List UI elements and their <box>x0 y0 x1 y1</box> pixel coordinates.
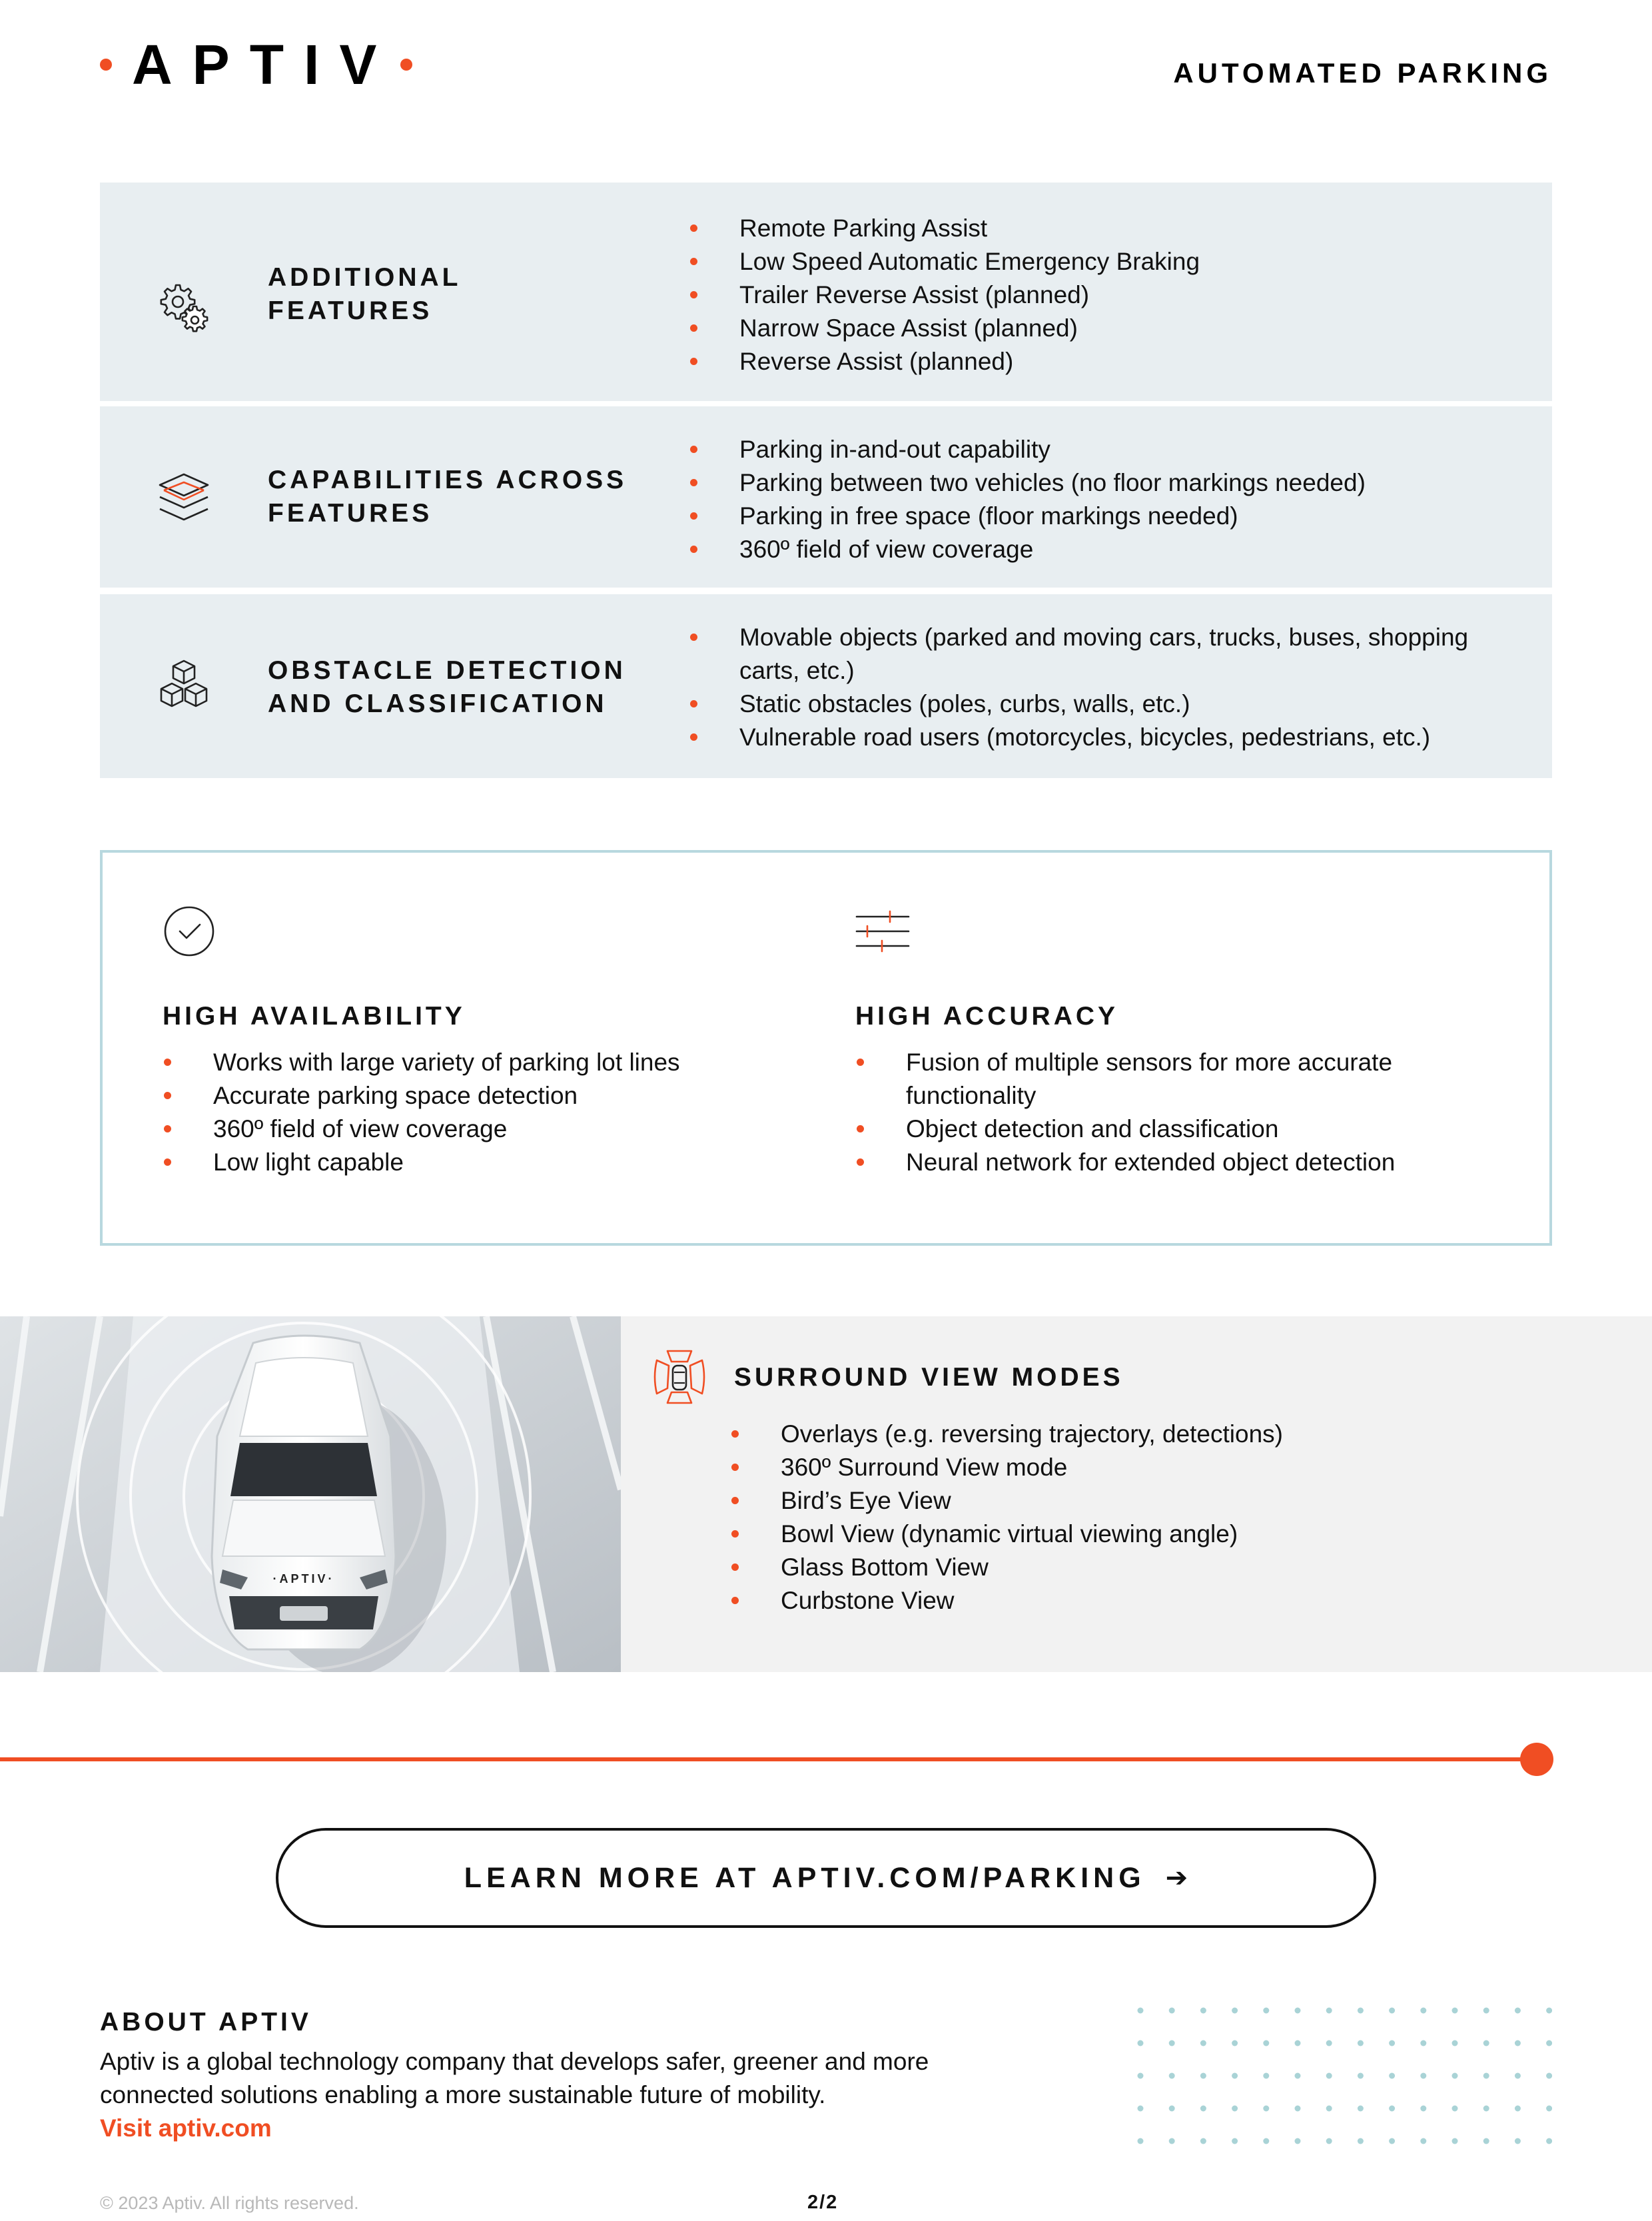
list-item: 360º field of view coverage <box>163 1112 815 1146</box>
grid-dot <box>1169 2040 1175 2046</box>
list-item: Bird’s Eye View <box>730 1484 1596 1518</box>
list-item: Accurate parking space detection <box>163 1079 815 1112</box>
grid-dot <box>1389 2073 1395 2079</box>
grid-dot <box>1232 2106 1238 2112</box>
grid-dot <box>1546 2073 1552 2079</box>
grid-dot <box>1546 2040 1552 2046</box>
list-item: Parking between two vehicles (no floor markings needed) <box>689 466 1512 500</box>
label-line-1: CAPABILITIES ACROSS <box>268 466 627 494</box>
bullet-list <box>689 621 1512 754</box>
grid-dot <box>1263 2073 1269 2079</box>
grid-dot <box>1483 2138 1489 2144</box>
grid-dot <box>1263 2040 1269 2046</box>
grid-dot <box>1295 2008 1301 2014</box>
grid-dot <box>1389 2138 1395 2144</box>
feature-row-additional <box>100 183 1552 401</box>
list-item: Parking in free space (floor markings needed) <box>689 500 1512 533</box>
grid-dot <box>1358 2106 1364 2112</box>
grid-dot <box>1200 2106 1206 2112</box>
grid-dot <box>1138 2073 1144 2079</box>
grid-dot <box>1138 2106 1144 2112</box>
grid-dot <box>1169 2138 1175 2144</box>
car-sensor-icon <box>653 1347 706 1407</box>
grid-dot <box>1452 2106 1458 2112</box>
about-text: Aptiv is a global technology company that develops safer, greener and more connected solutions enabling a more sustainable future of mobility. <box>100 2048 929 2108</box>
grid-dot <box>1295 2138 1301 2144</box>
grid-dot <box>1515 2008 1521 2014</box>
feature-row-capabilities <box>100 406 1552 588</box>
list-item: Static obstacles (poles, curbs, walls, etc.) <box>689 687 1512 721</box>
sliders-icon <box>855 903 911 959</box>
cubes-icon <box>156 658 212 714</box>
grid-dot <box>1420 2138 1426 2144</box>
grid-dot <box>1420 2008 1426 2014</box>
grid-dot <box>1515 2040 1521 2046</box>
car-parking-photo <box>0 1316 621 1672</box>
list-item: Low light capable <box>163 1146 815 1179</box>
list-item: Movable objects (parked and moving cars, trucks, buses, shopping carts, etc.) <box>689 621 1512 687</box>
grid-dot <box>1420 2040 1426 2046</box>
grid-dot <box>1200 2073 1206 2079</box>
grid-dot <box>1389 2106 1395 2112</box>
list-item: Vulnerable road users (motorcycles, bicycles, pedestrians, etc.) <box>689 721 1512 754</box>
grid-dot <box>1138 2138 1144 2144</box>
grid-dot <box>1546 2008 1552 2014</box>
list-item: Reverse Assist (planned) <box>689 345 1512 378</box>
grid-dot <box>1546 2106 1552 2112</box>
logo-dot-right <box>400 59 412 71</box>
list-item: Narrow Space Assist (planned) <box>689 312 1512 345</box>
label-line-1: ADDITIONAL <box>268 263 462 292</box>
grid-dot <box>1420 2073 1426 2079</box>
grid-dot <box>1326 2040 1332 2046</box>
surround-view-panel <box>621 1316 1652 1672</box>
decorative-dot-grid <box>1136 2006 1552 2145</box>
list-item: Overlays (e.g. reversing trajectory, detections) <box>730 1418 1596 1451</box>
section-title: HIGH AVAILABILITY <box>163 1002 466 1031</box>
grid-dot <box>1420 2106 1426 2112</box>
grid-dot <box>1263 2138 1269 2144</box>
grid-dot <box>1483 2073 1489 2079</box>
list-item: Object detection and classification <box>855 1112 1508 1146</box>
list-item: Fusion of multiple sensors for more accurate functionality <box>855 1046 1508 1112</box>
grid-dot <box>1200 2008 1206 2014</box>
feature-row-label <box>268 654 694 721</box>
grid-dot <box>1169 2008 1175 2014</box>
grid-dot <box>1483 2008 1489 2014</box>
grid-dot <box>1515 2106 1521 2112</box>
feature-row-label <box>268 261 694 328</box>
grid-dot <box>1263 2106 1269 2112</box>
grid-dot <box>1326 2008 1332 2014</box>
grid-dot <box>1326 2106 1332 2112</box>
bullet-list <box>730 1418 1596 1617</box>
car-hood-logo: ·APTIV· <box>272 1572 335 1585</box>
arrow-right-icon: ➔ <box>1165 1863 1188 1893</box>
section-title: HIGH ACCURACY <box>855 1002 1119 1031</box>
page-number: 2/2 <box>807 2192 839 2213</box>
bullet-list <box>689 433 1512 566</box>
grid-dot <box>1483 2106 1489 2112</box>
grid-dot <box>1232 2040 1238 2046</box>
list-item: Parking in-and-out capability <box>689 433 1512 466</box>
list-item: Low Speed Automatic Emergency Braking <box>689 245 1512 278</box>
list-item: Neural network for extended object detection <box>855 1146 1508 1179</box>
grid-dot <box>1200 2138 1206 2144</box>
grid-dot <box>1546 2138 1552 2144</box>
logo-wordmark: APTIV <box>132 33 397 96</box>
grid-dot <box>1452 2040 1458 2046</box>
grid-dot <box>1389 2040 1395 2046</box>
learn-more-button[interactable] <box>276 1828 1376 1928</box>
gears-icon <box>156 280 212 336</box>
grid-dot <box>1358 2008 1364 2014</box>
grid-dot <box>1295 2073 1301 2079</box>
about-title: ABOUT APTIV <box>100 2008 312 2036</box>
layers-icon <box>156 469 212 525</box>
list-item: 360º Surround View mode <box>730 1451 1596 1484</box>
grid-dot <box>1232 2138 1238 2144</box>
copyright-text: © 2023 Aptiv. All rights reserved. <box>100 2193 359 2213</box>
document-title: AUTOMATED PARKING <box>1173 57 1552 89</box>
visit-aptiv-link[interactable]: Visit aptiv.com <box>100 2114 272 2142</box>
grid-dot <box>1515 2138 1521 2144</box>
grid-dot <box>1515 2073 1521 2079</box>
accent-divider <box>0 1757 1536 1761</box>
grid-dot <box>1326 2138 1332 2144</box>
list-item: Bowl View (dynamic virtual viewing angle) <box>730 1518 1596 1551</box>
grid-dot <box>1200 2040 1206 2046</box>
bullet-list <box>689 212 1512 378</box>
grid-dot <box>1389 2008 1395 2014</box>
grid-dot <box>1232 2008 1238 2014</box>
aptiv-logo <box>100 35 412 95</box>
grid-dot <box>1358 2040 1364 2046</box>
grid-dot <box>1452 2138 1458 2144</box>
grid-dot <box>1232 2073 1238 2079</box>
grid-dot <box>1295 2040 1301 2046</box>
label-line-2: AND CLASSIFICATION <box>268 689 608 718</box>
list-item: Remote Parking Assist <box>689 212 1512 245</box>
section-title: SURROUND VIEW MODES <box>734 1363 1124 1392</box>
list-item: 360º field of view coverage <box>689 533 1512 566</box>
car-illustration <box>0 1316 621 1672</box>
accent-divider-dot <box>1520 1743 1553 1776</box>
label-line-2: FEATURES <box>268 499 433 528</box>
grid-dot <box>1169 2106 1175 2112</box>
grid-dot <box>1483 2040 1489 2046</box>
label-line-2: FEATURES <box>268 296 433 325</box>
logo-dot-left <box>100 59 112 71</box>
bullet-list <box>163 1046 815 1179</box>
label-line-1: OBSTACLE DETECTION <box>268 656 626 685</box>
availability-accuracy-box <box>100 850 1552 1246</box>
grid-dot <box>1295 2106 1301 2112</box>
list-item: Glass Bottom View <box>730 1551 1596 1584</box>
grid-dot <box>1138 2008 1144 2014</box>
grid-dot <box>1138 2040 1144 2046</box>
feature-row-obstacle <box>100 594 1552 778</box>
grid-dot <box>1452 2073 1458 2079</box>
feature-row-label <box>268 464 694 530</box>
list-item: Trailer Reverse Assist (planned) <box>689 278 1512 312</box>
list-item: Curbstone View <box>730 1584 1596 1617</box>
grid-dot <box>1263 2008 1269 2014</box>
grid-dot <box>1452 2008 1458 2014</box>
grid-dot <box>1169 2073 1175 2079</box>
check-circle-icon <box>163 903 218 959</box>
grid-dot <box>1326 2073 1332 2079</box>
list-item: Works with large variety of parking lot lines <box>163 1046 815 1079</box>
learn-more-label: LEARN MORE AT APTIV.COM/PARKING <box>464 1861 1146 1894</box>
grid-dot <box>1358 2073 1364 2079</box>
bullet-list <box>855 1046 1508 1179</box>
grid-dot <box>1358 2138 1364 2144</box>
